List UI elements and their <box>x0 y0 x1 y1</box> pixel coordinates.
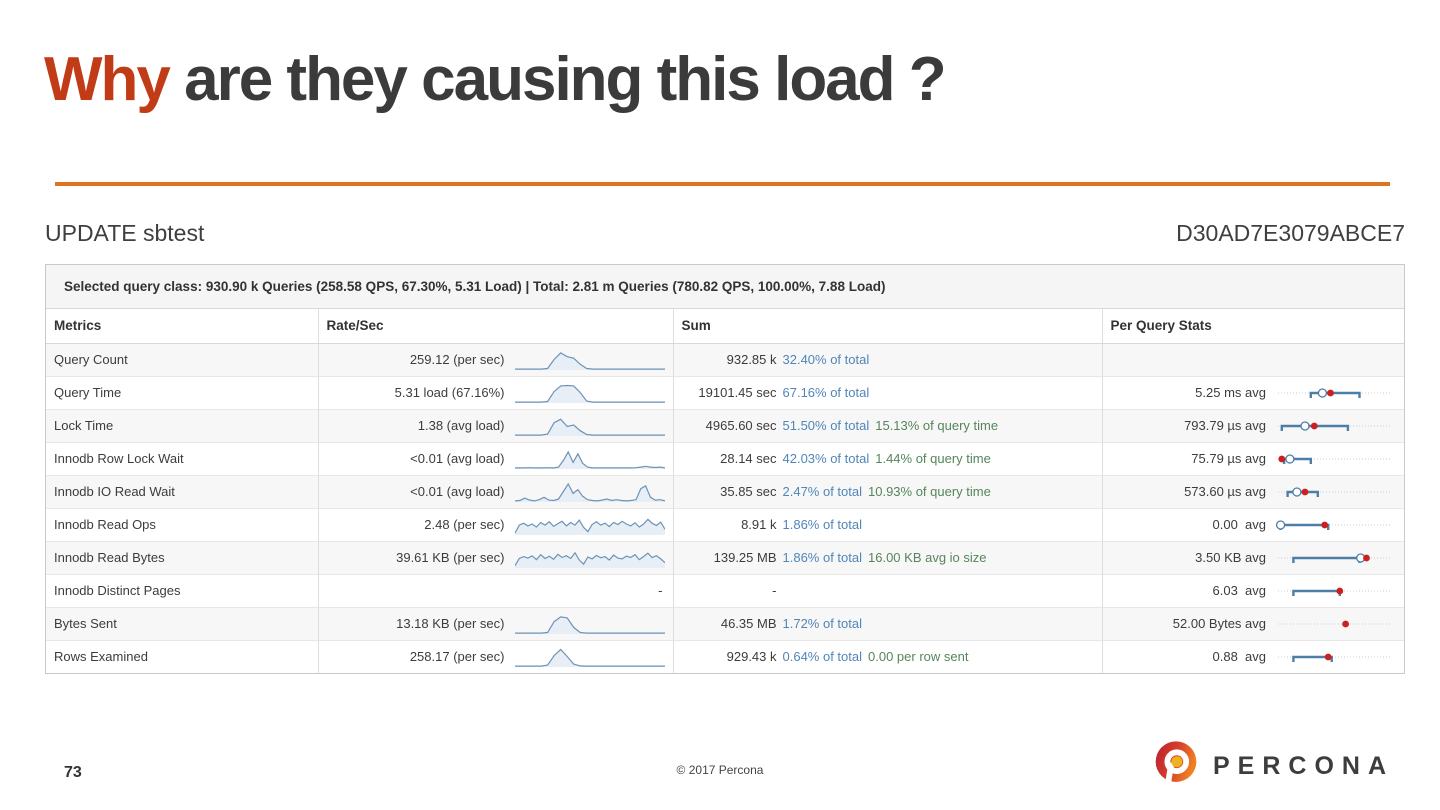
rate-cell-content <box>327 347 665 373</box>
sum-percent-of-total: 51.50% of total <box>782 418 870 433</box>
column-header-rate: Rate/Sec <box>318 309 673 343</box>
rate-cell <box>318 442 673 475</box>
rate-cell <box>318 475 673 508</box>
rate-sparkline-chart <box>515 512 665 538</box>
sum-cell <box>673 475 1102 508</box>
per-query-avg-value: 0.88 avg <box>1212 649 1266 665</box>
table-row <box>46 442 1404 475</box>
table-row <box>46 376 1404 409</box>
rate-sparkline-chart <box>515 380 665 406</box>
rate-cell-content <box>327 545 665 571</box>
latency-range-chart <box>1276 417 1394 435</box>
metric-cell <box>46 442 318 475</box>
rate-value: - <box>658 583 663 598</box>
table-row <box>46 508 1404 541</box>
title-divider <box>55 182 1390 186</box>
sum-cell <box>673 442 1102 475</box>
sum-cell-content <box>682 583 1094 598</box>
per-query-avg-value: 3.50 KB avg <box>1195 550 1266 565</box>
per-query-stats-cell <box>1102 574 1404 607</box>
sum-percent-of-total: 1.72% of total <box>782 616 862 631</box>
rate-cell <box>318 409 673 442</box>
table-row <box>46 541 1404 574</box>
sum-percent-of-total: 67.16% of total <box>782 385 870 400</box>
percona-logo-mark-icon <box>1151 739 1201 794</box>
rate-value: 258.17 (per sec) <box>409 649 505 665</box>
latency-range-chart <box>1276 384 1394 402</box>
metric-cell <box>46 376 318 409</box>
page-title <box>44 44 945 115</box>
sum-secondary-note: 15.13% of query time <box>875 418 999 433</box>
rate-cell <box>318 574 673 607</box>
sum-cell <box>673 607 1102 640</box>
rate-cell <box>318 607 673 640</box>
sum-cell-content <box>682 385 1094 400</box>
sum-value: 929.43 k <box>726 649 777 665</box>
metrics-table <box>46 309 1404 673</box>
sum-percent-of-total: 2.47% of total <box>782 484 862 499</box>
sum-cell-content <box>682 484 1094 499</box>
table-row <box>46 475 1404 508</box>
rate-cell <box>318 508 673 541</box>
title-rest: are they causing this load ? <box>168 45 945 114</box>
sum-cell-content <box>682 352 1094 367</box>
metric-cell <box>46 640 318 673</box>
metric-label: Query Time <box>54 385 122 400</box>
rate-cell <box>318 541 673 574</box>
sum-value: 19101.45 sec <box>698 385 777 400</box>
sum-cell-content <box>682 451 1094 466</box>
metric-cell <box>46 574 318 607</box>
metric-label: Innodb Row Lock Wait <box>54 451 184 466</box>
rate-sparkline-chart <box>515 644 665 670</box>
metric-label: Innodb Distinct Pages <box>54 583 181 598</box>
metric-cell <box>46 607 318 640</box>
rate-value: 13.18 KB (per sec) <box>396 616 505 631</box>
query-analytics-panel <box>45 264 1405 674</box>
rate-cell-content <box>327 479 665 505</box>
table-row <box>46 343 1404 376</box>
title-accent-word: Why <box>44 45 169 114</box>
metric-label: Innodb IO Read Wait <box>54 484 175 499</box>
table-row <box>46 409 1404 442</box>
per-query-stats-content <box>1111 549 1397 567</box>
sum-secondary-note: 16.00 KB avg io size <box>868 550 987 565</box>
sum-cell <box>673 541 1102 574</box>
column-header-per-query-stats: Per Query Stats <box>1102 309 1404 343</box>
rate-value: 2.48 (per sec) <box>424 517 505 532</box>
rate-value: 1.38 (avg load) <box>417 418 505 433</box>
metric-label: Bytes Sent <box>54 616 117 631</box>
sum-value: 8.91 k <box>741 517 777 532</box>
sum-value: 46.35 MB <box>720 616 777 631</box>
metric-label: Lock Time <box>54 418 114 433</box>
sum-percent-of-total: 42.03% of total <box>782 451 870 466</box>
rate-cell-content <box>327 380 665 406</box>
table-row <box>46 574 1404 607</box>
summary-bar: Selected query class: 930.90 k Queries (258.58 QPS, 67.30%, 5.31 Load) | Total: 2.81 m Queries (780.82 QPS, 100.00%, 7.88 Load) <box>46 265 1404 309</box>
table-row <box>46 640 1404 673</box>
sum-percent-of-total: 1.86% of total <box>782 517 862 532</box>
sum-percent-of-total: 32.40% of total <box>782 352 870 367</box>
column-header-sum: Sum <box>673 309 1102 343</box>
query-name: UPDATE sbtest <box>45 220 205 246</box>
rate-sparkline-chart <box>515 413 665 439</box>
metric-cell <box>46 541 318 574</box>
per-query-stats-content <box>1111 417 1397 435</box>
table-header-row <box>46 309 1404 343</box>
sum-cell <box>673 409 1102 442</box>
latency-range-chart <box>1276 648 1394 666</box>
sum-value: 139.25 MB <box>713 550 777 565</box>
rate-sparkline-chart <box>515 611 665 637</box>
sum-cell-content <box>682 418 1094 433</box>
sum-percent-of-total: 0.64% of total <box>782 649 862 665</box>
per-query-stats-cell <box>1102 409 1404 442</box>
latency-range-chart <box>1276 450 1394 468</box>
metric-label: Rows Examined <box>54 649 148 665</box>
rate-cell-content <box>327 512 665 538</box>
sum-cell <box>673 376 1102 409</box>
table-row <box>46 607 1404 640</box>
sum-value: - <box>772 583 777 598</box>
sum-cell-content <box>682 649 1094 664</box>
metric-label: Query Count <box>54 352 128 367</box>
sum-cell <box>673 574 1102 607</box>
query-id: D30AD7E3079ABCE7 <box>1176 220 1405 246</box>
per-query-stats-cell <box>1102 541 1404 574</box>
rate-cell-content <box>327 644 665 670</box>
latency-range-chart <box>1276 549 1394 567</box>
rate-sparkline-chart <box>515 446 665 472</box>
rate-sparkline-chart <box>515 347 665 373</box>
rate-value: 39.61 KB (per sec) <box>396 550 505 565</box>
sum-cell <box>673 343 1102 376</box>
rate-cell <box>318 343 673 376</box>
rate-value: <0.01 (avg load) <box>410 451 505 466</box>
per-query-stats-content <box>1111 384 1397 402</box>
per-query-avg-value: 573.60 µs avg <box>1184 484 1266 499</box>
per-query-stats-cell <box>1102 442 1404 475</box>
per-query-stats-content <box>1111 483 1397 501</box>
rate-sparkline-chart <box>515 479 665 505</box>
latency-range-chart <box>1276 483 1394 501</box>
rate-value: 5.31 load (67.16%) <box>394 385 505 400</box>
per-query-avg-value: 75.79 µs avg <box>1191 451 1266 466</box>
sum-percent-of-total: 1.86% of total <box>782 550 862 565</box>
query-header <box>45 220 1405 247</box>
per-query-stats-content <box>1111 615 1397 633</box>
per-query-avg-value: 793.79 µs avg <box>1184 418 1266 433</box>
percona-logo <box>1151 739 1394 794</box>
per-query-stats-content <box>1111 648 1397 666</box>
rate-value: <0.01 (avg load) <box>410 484 505 499</box>
sum-secondary-note: 1.44% of query time <box>875 451 991 466</box>
sum-value: 932.85 k <box>726 352 777 367</box>
sum-cell-content <box>682 550 1094 565</box>
sum-cell <box>673 508 1102 541</box>
per-query-stats-cell <box>1102 607 1404 640</box>
rate-cell-content <box>327 611 665 637</box>
per-query-stats-content <box>1111 516 1397 534</box>
sum-cell <box>673 640 1102 673</box>
per-query-avg-value: 52.00 Bytes avg <box>1172 616 1266 631</box>
per-query-stats-content <box>1111 450 1397 468</box>
per-query-stats-cell <box>1102 508 1404 541</box>
per-query-avg-value: 5.25 ms avg <box>1195 385 1266 400</box>
per-query-stats-cell <box>1102 640 1404 673</box>
rate-cell-content <box>327 583 665 598</box>
page-number: 73 <box>64 764 82 781</box>
sum-value: 4965.60 sec <box>705 418 777 433</box>
rate-cell <box>318 640 673 673</box>
latency-range-chart <box>1276 582 1394 600</box>
per-query-stats-content <box>1111 582 1397 600</box>
column-header-metrics: Metrics <box>46 309 318 343</box>
latency-range-chart <box>1276 516 1394 534</box>
metric-cell <box>46 343 318 376</box>
latency-range-chart <box>1276 615 1394 633</box>
per-query-stats-cell <box>1102 343 1404 376</box>
rate-cell-content <box>327 413 665 439</box>
copyright: © 2017 Percona <box>676 763 764 777</box>
sum-cell-content <box>682 517 1094 532</box>
rate-sparkline-chart <box>515 545 665 571</box>
metric-label: Innodb Read Ops <box>54 517 156 532</box>
per-query-stats-cell <box>1102 475 1404 508</box>
rate-cell <box>318 376 673 409</box>
metric-cell <box>46 508 318 541</box>
sum-value: 35.85 sec <box>720 484 777 499</box>
sum-value: 28.14 sec <box>720 451 777 466</box>
sum-secondary-note: 0.00 per row sent <box>868 649 969 665</box>
sum-cell-content <box>682 616 1094 631</box>
sum-secondary-note: 10.93% of query time <box>868 484 991 499</box>
metric-label: Innodb Read Bytes <box>54 550 165 565</box>
rate-cell-content <box>327 446 665 472</box>
percona-logo-wordmark: PERCONA <box>1212 752 1394 780</box>
rate-value: 259.12 (per sec) <box>409 352 505 367</box>
metric-cell <box>46 409 318 442</box>
per-query-avg-value: 0.00 avg <box>1212 517 1266 532</box>
per-query-avg-value: 6.03 avg <box>1212 583 1266 598</box>
per-query-stats-cell <box>1102 376 1404 409</box>
metric-cell <box>46 475 318 508</box>
